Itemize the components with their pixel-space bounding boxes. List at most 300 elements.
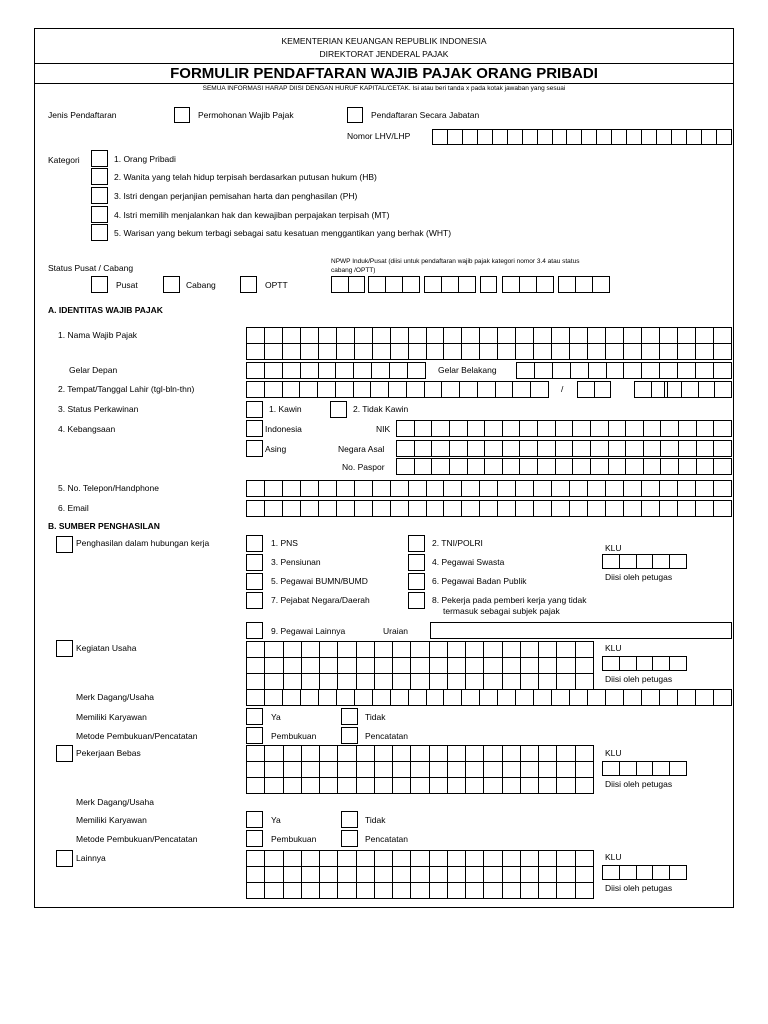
char-cell[interactable] bbox=[319, 745, 338, 762]
char-cell[interactable] bbox=[533, 327, 552, 344]
char-cell[interactable] bbox=[551, 480, 570, 497]
char-cell[interactable] bbox=[556, 882, 575, 899]
char-cell[interactable] bbox=[502, 761, 521, 778]
char-cell[interactable] bbox=[484, 440, 503, 457]
char-cell[interactable] bbox=[606, 362, 625, 379]
char-cell[interactable] bbox=[713, 420, 732, 437]
char-cell[interactable] bbox=[385, 276, 403, 293]
char-cell[interactable] bbox=[641, 343, 660, 360]
char-cell[interactable] bbox=[429, 641, 448, 658]
char-cell[interactable] bbox=[429, 673, 448, 690]
char-cell[interactable] bbox=[374, 657, 393, 674]
char-cell[interactable] bbox=[356, 761, 375, 778]
char-cell[interactable] bbox=[551, 343, 570, 360]
char-cell[interactable] bbox=[701, 129, 717, 145]
char-cell[interactable] bbox=[337, 866, 356, 883]
char-cell[interactable] bbox=[641, 689, 660, 706]
char-cell[interactable] bbox=[336, 500, 355, 517]
char-cell[interactable] bbox=[596, 129, 612, 145]
char-cell[interactable] bbox=[519, 420, 538, 437]
char-cell[interactable] bbox=[447, 657, 466, 674]
char-cell[interactable] bbox=[556, 866, 575, 883]
char-cell[interactable] bbox=[695, 480, 714, 497]
char-cell[interactable] bbox=[264, 689, 283, 706]
char-cell[interactable] bbox=[264, 381, 283, 398]
char-cell[interactable] bbox=[337, 777, 356, 794]
char-cell[interactable] bbox=[374, 761, 393, 778]
char-cell[interactable] bbox=[652, 761, 670, 776]
title-back-input[interactable] bbox=[516, 362, 732, 379]
char-cell[interactable] bbox=[538, 657, 557, 674]
char-cell[interactable] bbox=[356, 882, 375, 899]
char-cell[interactable] bbox=[447, 761, 466, 778]
char-cell[interactable] bbox=[368, 276, 386, 293]
char-cell[interactable] bbox=[575, 673, 594, 690]
char-cell[interactable] bbox=[337, 850, 356, 867]
char-cell[interactable] bbox=[713, 500, 732, 517]
char-cell[interactable] bbox=[480, 276, 497, 293]
char-cell[interactable] bbox=[318, 362, 337, 379]
others-input-row-1[interactable] bbox=[246, 850, 594, 867]
char-cell[interactable] bbox=[587, 327, 606, 344]
char-cell[interactable] bbox=[283, 882, 302, 899]
char-cell[interactable] bbox=[354, 327, 373, 344]
char-cell[interactable] bbox=[465, 657, 484, 674]
char-cell[interactable] bbox=[390, 480, 409, 497]
char-cell[interactable] bbox=[538, 777, 557, 794]
checkbox-others[interactable] bbox=[56, 850, 73, 867]
char-cell[interactable] bbox=[410, 657, 429, 674]
char-cell[interactable] bbox=[520, 745, 539, 762]
char-cell[interactable] bbox=[533, 480, 552, 497]
char-cell[interactable] bbox=[431, 420, 450, 437]
checkbox-bookkeeping[interactable] bbox=[246, 727, 263, 744]
char-cell[interactable] bbox=[483, 882, 502, 899]
char-cell[interactable] bbox=[659, 327, 678, 344]
checkbox-freelance[interactable] bbox=[56, 745, 73, 762]
char-cell[interactable] bbox=[497, 327, 516, 344]
char-cell[interactable] bbox=[449, 458, 468, 475]
checkbox-job-3[interactable] bbox=[246, 554, 263, 571]
char-cell[interactable] bbox=[447, 641, 466, 658]
klu-employment-input[interactable] bbox=[602, 554, 687, 569]
char-cell[interactable] bbox=[605, 689, 624, 706]
char-cell[interactable] bbox=[465, 882, 484, 899]
char-cell[interactable] bbox=[669, 656, 687, 671]
char-cell[interactable] bbox=[483, 745, 502, 762]
char-cell[interactable] bbox=[396, 458, 415, 475]
char-cell[interactable] bbox=[533, 343, 552, 360]
char-cell[interactable] bbox=[519, 276, 537, 293]
char-cell[interactable] bbox=[538, 673, 557, 690]
char-cell[interactable] bbox=[374, 641, 393, 658]
char-cell[interactable] bbox=[551, 500, 570, 517]
checkbox-freelance-recording[interactable] bbox=[341, 830, 358, 847]
char-cell[interactable] bbox=[652, 865, 670, 880]
char-cell[interactable] bbox=[623, 480, 642, 497]
char-cell[interactable] bbox=[698, 381, 716, 398]
char-cell[interactable] bbox=[484, 458, 503, 475]
char-cell[interactable] bbox=[602, 865, 620, 880]
char-cell[interactable] bbox=[572, 458, 591, 475]
char-cell[interactable] bbox=[515, 327, 534, 344]
char-cell[interactable] bbox=[407, 362, 426, 379]
char-cell[interactable] bbox=[623, 689, 642, 706]
char-cell[interactable] bbox=[520, 777, 539, 794]
char-cell[interactable] bbox=[605, 343, 624, 360]
char-cell[interactable] bbox=[556, 777, 575, 794]
char-cell[interactable] bbox=[590, 420, 609, 437]
char-cell[interactable] bbox=[390, 343, 409, 360]
char-cell[interactable] bbox=[695, 327, 714, 344]
description-input[interactable] bbox=[430, 622, 732, 639]
char-cell[interactable] bbox=[497, 343, 516, 360]
char-cell[interactable] bbox=[512, 381, 531, 398]
char-cell[interactable] bbox=[656, 129, 672, 145]
char-cell[interactable] bbox=[502, 850, 521, 867]
char-cell[interactable] bbox=[246, 850, 265, 867]
char-cell[interactable] bbox=[410, 777, 429, 794]
char-cell[interactable] bbox=[246, 657, 265, 674]
title-front-input[interactable] bbox=[246, 362, 426, 379]
char-cell[interactable] bbox=[569, 343, 588, 360]
freelance-input-row-3[interactable] bbox=[246, 777, 594, 794]
char-cell[interactable] bbox=[556, 745, 575, 762]
char-cell[interactable] bbox=[443, 327, 462, 344]
char-cell[interactable] bbox=[465, 777, 484, 794]
char-cell[interactable] bbox=[483, 761, 502, 778]
char-cell[interactable] bbox=[533, 689, 552, 706]
char-cell[interactable] bbox=[319, 777, 338, 794]
char-cell[interactable] bbox=[301, 641, 320, 658]
char-cell[interactable] bbox=[283, 850, 302, 867]
char-cell[interactable] bbox=[502, 777, 521, 794]
char-cell[interactable] bbox=[264, 673, 283, 690]
char-cell[interactable] bbox=[388, 381, 407, 398]
char-cell[interactable] bbox=[483, 641, 502, 658]
char-cell[interactable] bbox=[431, 458, 450, 475]
char-cell[interactable] bbox=[372, 343, 391, 360]
char-cell[interactable] bbox=[246, 745, 265, 762]
char-cell[interactable] bbox=[695, 500, 714, 517]
char-cell[interactable] bbox=[441, 276, 459, 293]
char-cell[interactable] bbox=[337, 641, 356, 658]
lhv-number-input[interactable] bbox=[432, 129, 732, 145]
char-cell[interactable] bbox=[465, 866, 484, 883]
char-cell[interactable] bbox=[429, 745, 448, 762]
char-cell[interactable] bbox=[354, 689, 373, 706]
char-cell[interactable] bbox=[335, 362, 354, 379]
char-cell[interactable] bbox=[515, 343, 534, 360]
char-cell[interactable] bbox=[479, 327, 498, 344]
char-cell[interactable] bbox=[318, 500, 337, 517]
char-cell[interactable] bbox=[447, 882, 466, 899]
char-cell[interactable] bbox=[264, 500, 283, 517]
char-cell[interactable] bbox=[301, 882, 320, 899]
char-cell[interactable] bbox=[392, 657, 411, 674]
char-cell[interactable] bbox=[619, 656, 637, 671]
char-cell[interactable] bbox=[443, 689, 462, 706]
email-input[interactable] bbox=[246, 500, 732, 517]
char-cell[interactable] bbox=[538, 850, 557, 867]
char-cell[interactable] bbox=[641, 480, 660, 497]
npwp-group-1[interactable] bbox=[331, 276, 365, 293]
char-cell[interactable] bbox=[575, 657, 594, 674]
char-cell[interactable] bbox=[426, 480, 445, 497]
char-cell[interactable] bbox=[282, 362, 301, 379]
char-cell[interactable] bbox=[713, 362, 732, 379]
birth-year-input[interactable] bbox=[664, 381, 732, 398]
char-cell[interactable] bbox=[555, 458, 574, 475]
klu-business-input[interactable] bbox=[602, 656, 687, 671]
checkbox-job-1[interactable] bbox=[246, 535, 263, 552]
char-cell[interactable] bbox=[641, 327, 660, 344]
char-cell[interactable] bbox=[669, 865, 687, 880]
char-cell[interactable] bbox=[408, 343, 427, 360]
origin-country-input[interactable] bbox=[396, 440, 732, 457]
char-cell[interactable] bbox=[538, 866, 557, 883]
char-cell[interactable] bbox=[372, 689, 391, 706]
char-cell[interactable] bbox=[449, 420, 468, 437]
char-cell[interactable] bbox=[641, 500, 660, 517]
business-input-row-1[interactable] bbox=[246, 641, 594, 658]
char-cell[interactable] bbox=[447, 745, 466, 762]
char-cell[interactable] bbox=[484, 420, 503, 437]
char-cell[interactable] bbox=[587, 500, 606, 517]
char-cell[interactable] bbox=[602, 656, 620, 671]
char-cell[interactable] bbox=[264, 327, 283, 344]
char-cell[interactable] bbox=[447, 129, 463, 145]
char-cell[interactable] bbox=[623, 500, 642, 517]
char-cell[interactable] bbox=[502, 673, 521, 690]
char-cell[interactable] bbox=[660, 458, 679, 475]
char-cell[interactable] bbox=[410, 641, 429, 658]
char-cell[interactable] bbox=[716, 129, 732, 145]
char-cell[interactable] bbox=[519, 440, 538, 457]
char-cell[interactable] bbox=[429, 882, 448, 899]
char-cell[interactable] bbox=[458, 276, 476, 293]
char-cell[interactable] bbox=[520, 850, 539, 867]
char-cell[interactable] bbox=[537, 440, 556, 457]
checkbox-ex-officio[interactable] bbox=[347, 107, 363, 123]
klu-others-input[interactable] bbox=[602, 865, 687, 880]
char-cell[interactable] bbox=[264, 343, 283, 360]
checkbox-unmarried[interactable] bbox=[330, 401, 347, 418]
char-cell[interactable] bbox=[356, 673, 375, 690]
char-cell[interactable] bbox=[337, 657, 356, 674]
char-cell[interactable] bbox=[483, 777, 502, 794]
char-cell[interactable] bbox=[623, 343, 642, 360]
char-cell[interactable] bbox=[336, 343, 355, 360]
char-cell[interactable] bbox=[552, 362, 571, 379]
char-cell[interactable] bbox=[581, 129, 597, 145]
char-cell[interactable] bbox=[605, 327, 624, 344]
char-cell[interactable] bbox=[331, 276, 349, 293]
char-cell[interactable] bbox=[556, 657, 575, 674]
klu-freelance-input[interactable] bbox=[602, 761, 687, 776]
char-cell[interactable] bbox=[246, 327, 265, 344]
char-cell[interactable] bbox=[479, 343, 498, 360]
checkbox-optt[interactable] bbox=[240, 276, 257, 293]
char-cell[interactable] bbox=[479, 500, 498, 517]
char-cell[interactable] bbox=[461, 689, 480, 706]
checkbox-category-2[interactable] bbox=[91, 168, 108, 185]
char-cell[interactable] bbox=[318, 327, 337, 344]
char-cell[interactable] bbox=[337, 673, 356, 690]
char-cell[interactable] bbox=[677, 500, 696, 517]
char-cell[interactable] bbox=[374, 745, 393, 762]
npwp-group-6[interactable] bbox=[558, 276, 610, 293]
passport-input[interactable] bbox=[396, 458, 732, 475]
char-cell[interactable] bbox=[461, 343, 480, 360]
char-cell[interactable] bbox=[414, 420, 433, 437]
npwp-group-5[interactable] bbox=[502, 276, 554, 293]
char-cell[interactable] bbox=[626, 129, 642, 145]
char-cell[interactable] bbox=[467, 420, 486, 437]
freelance-input-row-2[interactable] bbox=[246, 761, 594, 778]
birth-place-input[interactable] bbox=[246, 381, 549, 398]
char-cell[interactable] bbox=[246, 480, 265, 497]
char-cell[interactable] bbox=[371, 362, 390, 379]
char-cell[interactable] bbox=[335, 381, 354, 398]
char-cell[interactable] bbox=[572, 420, 591, 437]
char-cell[interactable] bbox=[246, 343, 265, 360]
checkbox-category-5[interactable] bbox=[91, 224, 108, 241]
char-cell[interactable] bbox=[497, 689, 516, 706]
char-cell[interactable] bbox=[590, 440, 609, 457]
char-cell[interactable] bbox=[533, 500, 552, 517]
char-cell[interactable] bbox=[282, 689, 301, 706]
char-cell[interactable] bbox=[392, 641, 411, 658]
char-cell[interactable] bbox=[507, 129, 523, 145]
char-cell[interactable] bbox=[283, 761, 302, 778]
char-cell[interactable] bbox=[538, 882, 557, 899]
char-cell[interactable] bbox=[520, 866, 539, 883]
char-cell[interactable] bbox=[396, 440, 415, 457]
char-cell[interactable] bbox=[636, 761, 654, 776]
char-cell[interactable] bbox=[713, 689, 732, 706]
char-cell[interactable] bbox=[538, 641, 557, 658]
char-cell[interactable] bbox=[402, 276, 420, 293]
char-cell[interactable] bbox=[681, 381, 699, 398]
char-cell[interactable] bbox=[575, 745, 594, 762]
char-cell[interactable] bbox=[408, 480, 427, 497]
char-cell[interactable] bbox=[497, 480, 516, 497]
char-cell[interactable] bbox=[695, 689, 714, 706]
char-cell[interactable] bbox=[461, 480, 480, 497]
char-cell[interactable] bbox=[659, 343, 678, 360]
char-cell[interactable] bbox=[555, 420, 574, 437]
char-cell[interactable] bbox=[537, 458, 556, 475]
char-cell[interactable] bbox=[462, 129, 478, 145]
char-cell[interactable] bbox=[246, 866, 265, 883]
char-cell[interactable] bbox=[431, 440, 450, 457]
char-cell[interactable] bbox=[374, 850, 393, 867]
char-cell[interactable] bbox=[301, 673, 320, 690]
char-cell[interactable] bbox=[538, 745, 557, 762]
char-cell[interactable] bbox=[556, 673, 575, 690]
char-cell[interactable] bbox=[652, 554, 670, 569]
char-cell[interactable] bbox=[551, 689, 570, 706]
char-cell[interactable] bbox=[318, 480, 337, 497]
char-cell[interactable] bbox=[465, 673, 484, 690]
char-cell[interactable] bbox=[319, 866, 338, 883]
business-input-row-3[interactable] bbox=[246, 673, 594, 690]
char-cell[interactable] bbox=[611, 129, 627, 145]
char-cell[interactable] bbox=[300, 500, 319, 517]
char-cell[interactable] bbox=[319, 673, 338, 690]
char-cell[interactable] bbox=[515, 500, 534, 517]
char-cell[interactable] bbox=[587, 343, 606, 360]
char-cell[interactable] bbox=[477, 381, 496, 398]
char-cell[interactable] bbox=[354, 343, 373, 360]
char-cell[interactable] bbox=[502, 276, 520, 293]
char-cell[interactable] bbox=[569, 480, 588, 497]
char-cell[interactable] bbox=[556, 641, 575, 658]
char-cell[interactable] bbox=[443, 480, 462, 497]
char-cell[interactable] bbox=[392, 777, 411, 794]
char-cell[interactable] bbox=[492, 129, 508, 145]
char-cell[interactable] bbox=[414, 440, 433, 457]
char-cell[interactable] bbox=[477, 129, 493, 145]
checkbox-job-7[interactable] bbox=[246, 592, 263, 609]
char-cell[interactable] bbox=[502, 866, 521, 883]
char-cell[interactable] bbox=[374, 777, 393, 794]
char-cell[interactable] bbox=[429, 777, 448, 794]
char-cell[interactable] bbox=[317, 381, 336, 398]
char-cell[interactable] bbox=[502, 745, 521, 762]
char-cell[interactable] bbox=[575, 276, 593, 293]
char-cell[interactable] bbox=[246, 381, 265, 398]
checkbox-indonesia[interactable] bbox=[246, 420, 263, 437]
char-cell[interactable] bbox=[515, 480, 534, 497]
char-cell[interactable] bbox=[283, 673, 302, 690]
checkbox-applicant[interactable] bbox=[174, 107, 190, 123]
char-cell[interactable] bbox=[678, 420, 697, 437]
char-cell[interactable] bbox=[246, 761, 265, 778]
char-cell[interactable] bbox=[392, 745, 411, 762]
char-cell[interactable] bbox=[619, 865, 637, 880]
char-cell[interactable] bbox=[246, 362, 265, 379]
char-cell[interactable] bbox=[447, 866, 466, 883]
char-cell[interactable] bbox=[636, 554, 654, 569]
char-cell[interactable] bbox=[669, 761, 687, 776]
char-cell[interactable] bbox=[283, 745, 302, 762]
char-cell[interactable] bbox=[356, 641, 375, 658]
checkbox-recording[interactable] bbox=[341, 727, 358, 744]
char-cell[interactable] bbox=[408, 689, 427, 706]
char-cell[interactable] bbox=[713, 458, 732, 475]
char-cell[interactable] bbox=[354, 500, 373, 517]
char-cell[interactable] bbox=[575, 777, 594, 794]
char-cell[interactable] bbox=[634, 381, 652, 398]
char-cell[interactable] bbox=[530, 381, 549, 398]
char-cell[interactable] bbox=[390, 689, 409, 706]
char-cell[interactable] bbox=[264, 882, 283, 899]
char-cell[interactable] bbox=[660, 420, 679, 437]
char-cell[interactable] bbox=[696, 440, 715, 457]
char-cell[interactable] bbox=[608, 440, 627, 457]
char-cell[interactable] bbox=[678, 440, 697, 457]
char-cell[interactable] bbox=[414, 458, 433, 475]
char-cell[interactable] bbox=[566, 129, 582, 145]
char-cell[interactable] bbox=[353, 362, 372, 379]
char-cell[interactable] bbox=[695, 343, 714, 360]
char-cell[interactable] bbox=[264, 480, 283, 497]
char-cell[interactable] bbox=[636, 865, 654, 880]
char-cell[interactable] bbox=[465, 761, 484, 778]
char-cell[interactable] bbox=[520, 761, 539, 778]
